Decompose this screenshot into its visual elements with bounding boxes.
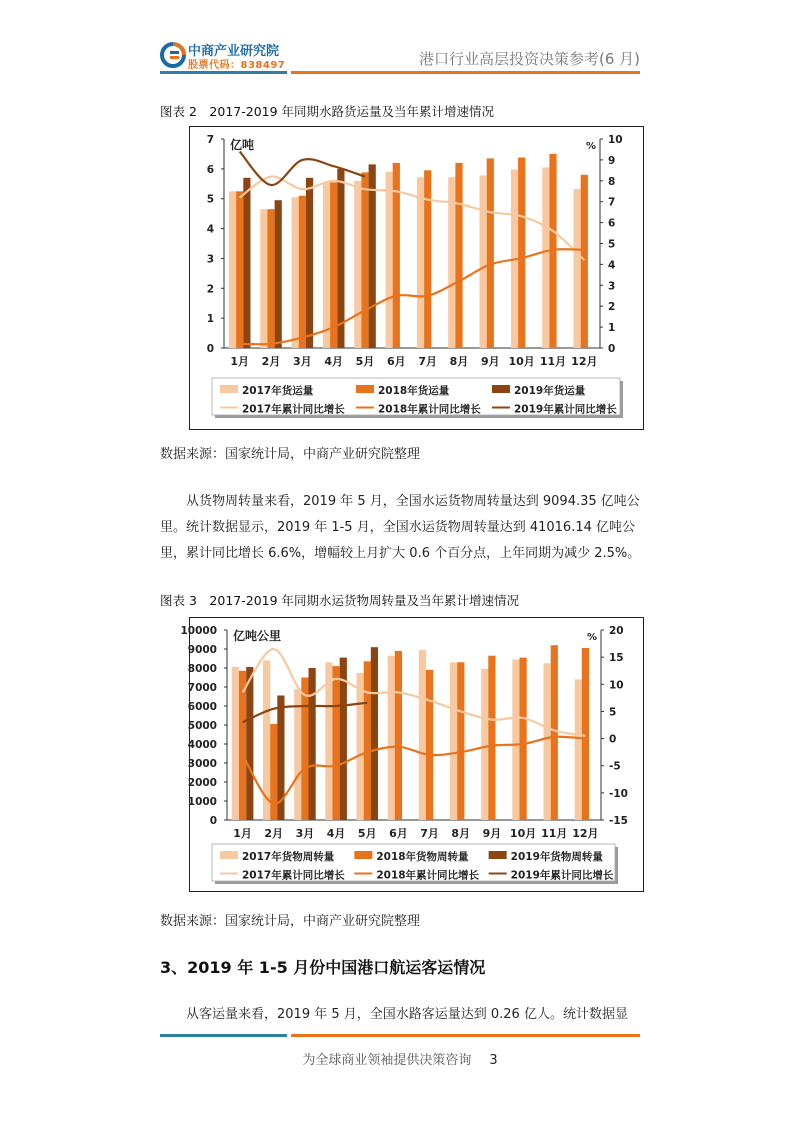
x-tick-label: 6月 xyxy=(389,827,408,840)
x-tick-label: 8月 xyxy=(449,355,469,368)
right-tick-label: 15 xyxy=(609,652,624,665)
x-tick-label: 1月 xyxy=(230,355,249,368)
company-name: 中商产业研究院 xyxy=(188,44,280,59)
bar-2017年货物周转量 xyxy=(294,689,301,820)
legend-label: 2018年货运量 xyxy=(378,385,450,397)
legend-swatch-2019年货运量 xyxy=(492,385,510,393)
x-tick-label: 3月 xyxy=(293,355,312,368)
right-tick-label: 0 xyxy=(609,733,617,746)
bar-2019年货运量 xyxy=(306,178,313,348)
bar-2018年货物周转量 xyxy=(364,661,371,820)
bar-2019年货物周转量 xyxy=(246,667,253,820)
source-note-1: 数据来源：国家统计局，中商产业研究院整理 xyxy=(160,447,421,462)
legend-label: 2019年累计同比增长 xyxy=(510,869,614,882)
paragraph-line: 从货物周转量来看，2019 年 5 月，全国水运货物周转量达到 9094.35 亿吨公 xyxy=(186,494,640,509)
left-tick-label: 7 xyxy=(206,134,214,146)
line-2017年累计同比增长 xyxy=(240,176,585,260)
x-tick-label: 5月 xyxy=(355,355,375,368)
document-title: 港口行业高层投资决策参考(6 月) xyxy=(418,50,640,68)
left-tick-label: 6000 xyxy=(187,701,217,713)
left-tick-label: 10000 xyxy=(180,625,217,637)
logo-icon xyxy=(160,42,186,68)
paragraph-line: 从客运量来看，2019 年 5 月，全国水路客运量达到 0.26 亿人。统计数据显 xyxy=(186,1007,628,1022)
left-tick-label: 4000 xyxy=(187,739,217,751)
x-tick-label: 2月 xyxy=(261,355,281,368)
bar-2019年货物周转量 xyxy=(309,668,316,820)
right-tick-label: 5 xyxy=(609,706,617,719)
x-tick-label: 1月 xyxy=(233,827,252,840)
legend-swatch-2017年货运量 xyxy=(220,385,238,393)
legend-label: 2019年货运量 xyxy=(514,385,586,397)
x-tick-label: 3月 xyxy=(295,827,315,840)
bar-2018年货物周转量 xyxy=(551,645,558,820)
legend-swatch-2017年货物周转量 xyxy=(220,851,238,859)
figure-3-title: 图表 3 2017-2019 年同期水运货物周转量及当年累计增速情况 xyxy=(160,593,520,608)
left-axis-unit: 亿吨公里 xyxy=(233,629,282,643)
legend-swatch-2018年货运量 xyxy=(356,385,374,393)
bar-2017年货物周转量 xyxy=(357,673,364,820)
right-tick-label: 1 xyxy=(608,322,616,335)
bar-2017年货运量 xyxy=(480,175,487,348)
x-tick-label: 4月 xyxy=(326,827,346,840)
legend-label: 2018年累计同比增长 xyxy=(376,869,480,882)
bar-2017年货运量 xyxy=(386,172,393,348)
right-tick-label: 2 xyxy=(608,301,616,314)
bar-2018年货运量 xyxy=(267,209,274,348)
bar-2019年货运量 xyxy=(369,164,376,348)
right-tick-label: 20 xyxy=(609,625,624,637)
bar-2017年货物周转量 xyxy=(512,660,519,821)
right-tick-label: 9 xyxy=(608,154,616,167)
bar-2017年货运量 xyxy=(354,181,361,348)
bar-2018年货运量 xyxy=(518,158,525,349)
right-tick-label: 6 xyxy=(608,217,616,230)
bar-2017年货物周转量 xyxy=(450,662,457,820)
bar-2019年货物周转量 xyxy=(371,647,378,820)
legend-label: 2018年累计同比增长 xyxy=(378,403,481,416)
legend-label: 2018年货物周转量 xyxy=(376,851,469,863)
legend-swatch-2018年货物周转量 xyxy=(354,851,372,859)
legend-label: 2019年货物周转量 xyxy=(510,851,603,863)
right-tick-label: 0 xyxy=(608,343,616,355)
bar-2017年货物周转量 xyxy=(325,662,332,820)
x-tick-label: 4月 xyxy=(324,355,343,368)
x-tick-label: 6月 xyxy=(387,355,406,368)
left-tick-label: 2 xyxy=(206,283,214,296)
bar-2018年货物周转量 xyxy=(488,656,495,820)
left-tick-label: 0 xyxy=(206,343,214,355)
bar-2017年货运量 xyxy=(229,191,236,348)
footer-slogan: 为全球商业领袖提供决策咨询 xyxy=(302,1053,472,1068)
x-tick-label: 10月 xyxy=(509,827,537,840)
paragraph-line: 里。统计数据显示，2019 年 1-5 月，全国水运货物周转量达到 41016.14 亿吨公 xyxy=(160,520,636,535)
bar-2018年货运量 xyxy=(487,158,494,348)
figure-3-svg xyxy=(180,618,643,891)
bar-2018年货运量 xyxy=(424,170,431,348)
left-tick-label: 3000 xyxy=(187,758,217,770)
right-axis-unit: % xyxy=(586,141,597,152)
bar-2018年货物周转量 xyxy=(426,670,433,820)
bar-2018年货物周转量 xyxy=(270,724,277,820)
right-tick-label: -5 xyxy=(609,760,621,773)
bar-2018年货物周转量 xyxy=(582,648,589,820)
header-rule-orange xyxy=(291,71,640,74)
bar-2017年货物周转量 xyxy=(481,669,488,820)
bar-2018年货物周转量 xyxy=(333,666,340,820)
bar-2018年货物周转量 xyxy=(239,671,246,820)
figure-2-title: 图表 2 2017-2019 年同期水路货运量及当年累计增速情况 xyxy=(160,104,495,119)
x-tick-label: 8月 xyxy=(451,827,471,840)
right-axis-unit: % xyxy=(587,632,598,643)
bar-2017年货运量 xyxy=(417,177,424,348)
left-tick-label: 3 xyxy=(206,253,214,266)
section-heading: 3、2019 年 1-5 月份中国港口航运客运情况 xyxy=(160,958,486,977)
bar-2018年货运量 xyxy=(330,182,337,348)
bar-2017年货物周转量 xyxy=(388,656,395,820)
x-tick-label: 12月 xyxy=(572,827,599,840)
legend-swatch-2019年货物周转量 xyxy=(489,851,507,859)
figure-3-chart xyxy=(180,617,644,892)
x-tick-label: 10月 xyxy=(508,355,535,368)
left-tick-label: 1000 xyxy=(187,796,217,808)
bar-2017年货物周转量 xyxy=(544,663,551,820)
left-tick-label: 5000 xyxy=(187,720,217,732)
bar-2019年货运量 xyxy=(275,200,282,348)
left-tick-label: 5 xyxy=(206,193,214,206)
paragraph-passenger xyxy=(160,1002,642,1028)
x-tick-label: 5月 xyxy=(357,827,377,840)
page-footer xyxy=(0,1049,800,1068)
bar-2017年货运量 xyxy=(323,182,330,348)
source-note-2: 数据来源：国家统计局，中商产业研究院整理 xyxy=(160,914,421,929)
bar-2018年货物周转量 xyxy=(520,658,527,820)
bar-2018年货物周转量 xyxy=(457,662,464,820)
x-tick-label: 2月 xyxy=(264,827,284,840)
line-2018年累计同比增长 xyxy=(240,249,585,344)
bar-2017年货物周转量 xyxy=(575,679,582,820)
right-tick-label: 3 xyxy=(608,280,616,293)
bar-2018年货运量 xyxy=(299,196,306,348)
left-tick-label: 6 xyxy=(206,163,214,176)
legend-label: 2017年累计同比增长 xyxy=(242,869,345,882)
left-tick-label: 9000 xyxy=(187,644,217,656)
line-2017年累计同比增长 xyxy=(243,649,586,736)
right-tick-label: -15 xyxy=(609,815,628,827)
left-tick-label: 4 xyxy=(206,223,214,236)
header-rule-blue xyxy=(160,71,287,74)
x-tick-label: 12月 xyxy=(571,355,598,368)
paragraph-line: 里，累计同比增长 6.6%，增幅较上月扩大 0.6 个百分点，上年同期为减少 2.5%。 xyxy=(160,546,641,561)
bar-2018年货运量 xyxy=(236,191,243,348)
left-axis-unit: 亿吨 xyxy=(230,138,255,152)
bar-2017年货运量 xyxy=(574,189,581,348)
left-tick-label: 7000 xyxy=(187,682,217,694)
bar-2018年货运量 xyxy=(455,163,462,348)
x-tick-label: 7月 xyxy=(418,355,437,368)
legend-label: 2017年货物周转量 xyxy=(242,851,335,863)
footer-rule-blue xyxy=(160,1034,287,1037)
bar-2017年货物周转量 xyxy=(419,650,426,820)
bar-2017年货物周转量 xyxy=(232,667,239,820)
bar-2018年货物周转量 xyxy=(395,651,402,820)
right-tick-label: 8 xyxy=(608,175,616,188)
x-tick-label: 11月 xyxy=(541,827,568,840)
figure-2-svg xyxy=(190,127,643,429)
bar-2018年货物周转量 xyxy=(301,678,308,821)
page-number: 3 xyxy=(489,1053,498,1068)
left-tick-label: 8000 xyxy=(187,663,217,675)
right-tick-label: -10 xyxy=(609,787,628,800)
bar-2018年货运量 xyxy=(361,172,368,348)
bar-2017年货运量 xyxy=(260,209,267,348)
legend-label: 2017年累计同比增长 xyxy=(242,403,345,416)
x-tick-label: 9月 xyxy=(481,355,500,368)
line-2018年累计同比增长 xyxy=(243,737,586,804)
right-tick-label: 10 xyxy=(609,679,624,692)
x-tick-label: 7月 xyxy=(420,827,439,840)
legend-label: 2019年累计同比增长 xyxy=(514,403,617,416)
legend-label: 2017年货运量 xyxy=(242,385,314,397)
company-logo xyxy=(160,40,290,72)
line-2019年累计同比增长 xyxy=(240,152,365,186)
right-tick-label: 4 xyxy=(608,259,616,272)
footer-rule-orange xyxy=(291,1034,640,1037)
bar-2019年货运量 xyxy=(243,178,250,348)
right-tick-label: 5 xyxy=(608,238,616,251)
left-tick-label: 2000 xyxy=(187,777,217,789)
right-tick-label: 7 xyxy=(608,196,616,209)
paragraph-freight-turnover xyxy=(160,489,642,567)
bar-2017年货运量 xyxy=(292,197,299,348)
left-tick-label: 0 xyxy=(209,815,217,827)
bar-2018年货运量 xyxy=(581,175,588,348)
left-tick-label: 1 xyxy=(206,313,214,326)
bar-2017年货运量 xyxy=(542,167,549,348)
x-tick-label: 9月 xyxy=(482,827,502,840)
x-tick-label: 11月 xyxy=(539,355,567,368)
right-tick-label: 10 xyxy=(608,134,623,146)
figure-2-chart xyxy=(189,126,644,430)
stock-code: 股票代码：838497 xyxy=(188,60,286,71)
